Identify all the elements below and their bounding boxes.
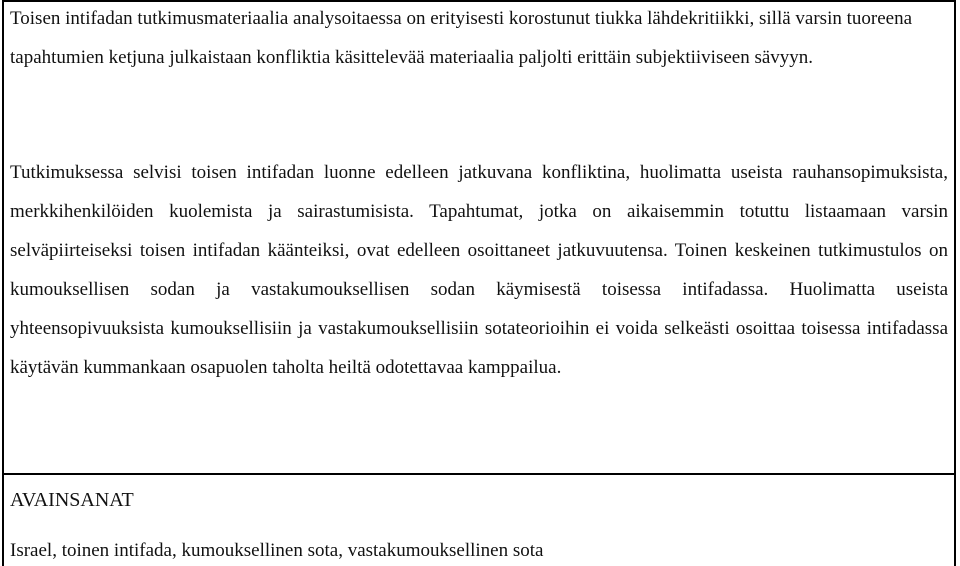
abstract-paragraph-2: Tutkimuksessa selvisi toisen intifadan luonne edelleen jatkuvana konfliktina, huolimatta useista rauhansopimuksista, merkkihenkilöiden kuolemista ja sairastumisista. Tapahtumat, jotka on aikaisemmin totuttu listaamaan varsin selväpiirteiseksi toisen intifadan käänteiksi, ovat edelleen osoittaneet jatkuvuutensa. Toinen keskeinen tutkimustulos on kumouksellisen sodan ja vastakumouksellisen sodan käymisestä toisessa intifadassa. Huolimatta useista yhteensopivuuksista kumouksellisiin ja vastakumouksellisiin sotateorioihin ei voida selkeästi osoittaa toisessa intifadassa käytävän kummankaan osapuolen taholta heiltä odotettavaa kamppailua. [10, 162, 948, 378]
keywords-list: Israel, toinen intifada, kumouksellinen sota, vastakumouksellinen sota [10, 540, 544, 561]
section-divider [2, 473, 956, 475]
keywords-heading: AVAINSANAT [10, 489, 134, 511]
abstract-paragraph-1: Toisen intifadan tutkimusmateriaalia analysoitaessa on erityisesti korostunut tiukka lähdekritiikki, sillä varsin tuoreena tapahtumien ketjuna julkaistaan konfliktia käsittelevää materiaalia paljolti erittäin subjektiiviseen sävyyn. [10, 8, 913, 68]
